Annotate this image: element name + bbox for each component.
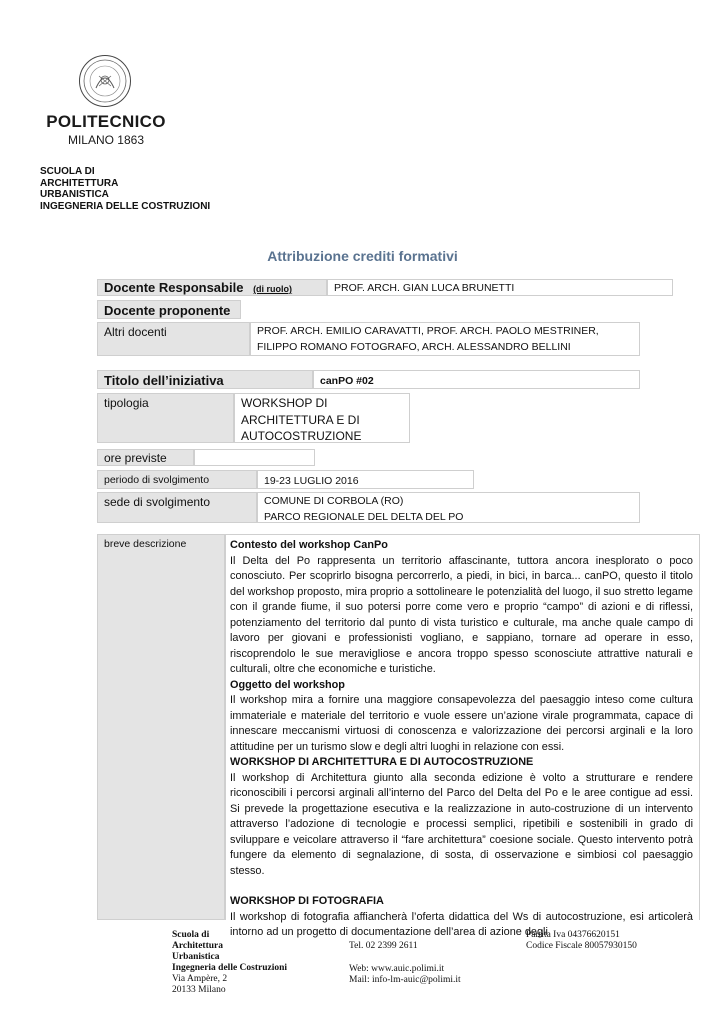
docente-proponente-label: Docente proponente bbox=[97, 300, 241, 319]
sede-value bbox=[257, 492, 640, 523]
tipologia-label: tipologia bbox=[97, 393, 234, 443]
section-paragraph: Il workshop di fotografia affiancherà l’oferta didattica del Ws di autocostruzione, esi articolerà intorno ad un progetto di documentazione dell’area di azione degli bbox=[230, 910, 693, 938]
section-paragraph: Il workshop mira a fornire una maggiore consapevolezza del paesaggio inteso come cultura immateriale e materiale del territorio e vuole essere un’azione virale programmata, capace di innescare meccanismi virtuosi di conoscenza e valorizzazione dei percorsi arginali e la loro attitudine per un turismo slow e degli altri luoghi in relazione con essi. bbox=[230, 694, 693, 753]
docente-responsabile-sub: (di ruolo) bbox=[253, 284, 293, 294]
footer-tel: Tel. 02 2399 2611 bbox=[349, 941, 418, 951]
footer-contacts bbox=[349, 964, 461, 986]
footer-web: Web: www.auic.polimi.it bbox=[349, 964, 445, 974]
school-line: INGEGNERIA DELLE COSTRUZIONI bbox=[40, 200, 211, 212]
school-line: ARCHITETTURA bbox=[40, 177, 119, 189]
document-title: Attribuzione crediti formativi bbox=[267, 248, 458, 264]
school-line: SCUOLA DI bbox=[40, 166, 95, 177]
ore-previste-value bbox=[194, 449, 315, 466]
footer-school-line: Architettura bbox=[172, 941, 224, 951]
periodo-label: periodo di svolgimento bbox=[97, 470, 257, 489]
footer-school-line: Ingegneria delle Costruzioni bbox=[172, 963, 288, 973]
tipologia-value: WORKSHOP DI ARCHITETTURA E DI AUTOCOSTRUZIONE bbox=[234, 393, 410, 443]
section-heading: Contesto del workshop CanPo bbox=[230, 539, 388, 551]
docente-responsabile-label bbox=[97, 279, 327, 296]
school-line: URBANISTICA bbox=[40, 189, 109, 200]
footer-address-line: 20133 Milano bbox=[172, 985, 226, 995]
logo-name: POLITECNICO bbox=[46, 112, 166, 131]
logo-city: MILANO 1863 bbox=[67, 133, 145, 147]
footer-fiscal bbox=[526, 930, 637, 952]
sede-line-2: PARCO REGIONALE DEL DELTA DEL PO bbox=[264, 510, 464, 523]
section-paragraph: Il Delta del Po rappresenta un territorio affascinante, tuttora ancora inesplorato o poco conosciuto. Per scoprirlo bisogna percorrerlo, a piedi, in bici, in barca... canPO, questo il titolo del workshop proposto, mira proprio a sottolineare le potenzialità del luogo, il suo stretto legame con il grande fiume, il suo potersi porre come vero e proprio “campo” di azioni e di riflessi, potenziamento del territorio dal punto di vista turistico e culturale, ma anche quale campo di lavoro per giovani e professionisti vogliano, e sappiano, tornare ad operare in esso, riscoprendolo le sue meravigliose e ancora troppo spesso sconosciute attrattive naturali e culturali, oltre che economiche e turistiche. bbox=[230, 554, 693, 675]
footer-school-line: Scuola di bbox=[172, 930, 210, 940]
titolo-label: Titolo dell’iniziativa bbox=[97, 370, 313, 389]
ore-previste-label: ore previste bbox=[97, 449, 194, 466]
footer-piva: Partita Iva 04376620151 bbox=[526, 930, 620, 940]
section-heading: WORKSHOP DI ARCHITETTURA E DI AUTOCOSTRUZIONE bbox=[230, 756, 534, 768]
sede-line-1: COMUNE DI CORBOLA (RO) bbox=[264, 495, 404, 507]
footer-mail: Mail: info-lm-auic@polimi.it bbox=[349, 975, 461, 985]
footer-school-line: Urbanistica bbox=[172, 952, 220, 962]
sede-label: sede di svolgimento bbox=[97, 492, 257, 523]
footer-cf: Codice Fiscale 80057930150 bbox=[526, 941, 637, 951]
university-seal-icon bbox=[78, 54, 132, 108]
school-heading bbox=[40, 166, 210, 212]
section-paragraph: Il workshop di Architettura giunto alla seconda edizione è volto a strutturare e rendere riconoscibili i percorsi arginali all’interno del Parco del Delta del Po e le aree contigue ad essi. Si prevede la progettazione esecutiva e la realizzazione in auto-costruzione di un intervento attraverso l’adozione di tecnologie e processi semplici, ripetibili e sostenibili in grado di sviluppare e veicolare attraverso il “fare architettura” coesione sociale. Questo intervento potrà fungere da elemento di segnalazione, di sosta, di osservazione e simbiosi col paesaggio stesso. bbox=[230, 771, 693, 877]
docente-responsabile-value: PROF. ARCH. GIAN LUCA BRUNETTI bbox=[327, 279, 673, 296]
footer-address-line: Via Ampère, 2 bbox=[172, 974, 228, 984]
breve-descrizione-label: breve descrizione bbox=[97, 534, 225, 920]
section-heading: Oggetto del workshop bbox=[230, 678, 345, 691]
altri-docenti-label: Altri docenti bbox=[97, 322, 250, 356]
altri-docenti-value: PROF. ARCH. EMILIO CARAVATTI, PROF. ARCH. PAOLO MESTRINER, FILIPPO ROMANO FOTOGRAFO, ARCH. ALESSANDRO BELLINI bbox=[250, 322, 640, 356]
footer-address bbox=[172, 930, 287, 996]
section-heading: WORKSHOP DI FOTOGRAFIA bbox=[230, 895, 384, 907]
titolo-value: canPO #02 bbox=[313, 370, 640, 389]
periodo-value: 19-23 LUGLIO 2016 bbox=[257, 470, 474, 489]
docente-responsabile-title: Docente Responsabile bbox=[104, 280, 244, 295]
